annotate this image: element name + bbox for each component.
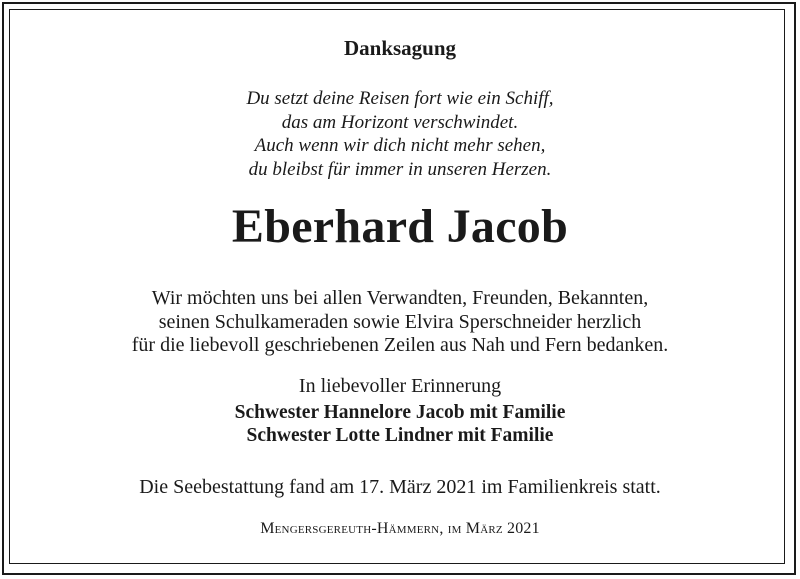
poem-line: Du setzt deine Reisen fort wie ein Schiff,: [246, 88, 554, 109]
poem-line: du bleibst für immer in unseren Herzen.: [248, 158, 552, 180]
family-signatures: [0, 402, 800, 447]
thanks-paragraph: [0, 287, 800, 358]
place-date: Mengersgereuth-Hämmern, im März 2021: [260, 520, 540, 537]
remembrance-line: In liebevoller Erinnerung: [298, 375, 502, 397]
thanks-line: seinen Schulkameraden sowie Elvira Sperschneider herzlich: [158, 310, 642, 333]
poem-line: das am Horizont verschwindet.: [281, 111, 519, 133]
notice-heading: Danksagung: [343, 36, 457, 60]
thanks-line: Wir möchten uns bei allen Verwandten, Freunden, Bekannten,: [151, 287, 649, 309]
deceased-name: Eberhard Jacob: [231, 200, 569, 253]
poem-line: Auch wenn wir dich nicht mehr sehen,: [254, 135, 546, 156]
poem-block: [0, 87, 800, 181]
thanks-line: für die liebevoll geschriebenen Zeilen aus Nah und Fern bedanken.: [131, 334, 669, 356]
family-member: Schwester Lotte Lindner mit Familie: [246, 424, 554, 446]
family-member: Schwester Hannelore Jacob mit Familie: [234, 402, 566, 423]
burial-note: Die Seebestattung fand am 17. März 2021 im Familienkreis statt.: [139, 476, 661, 498]
